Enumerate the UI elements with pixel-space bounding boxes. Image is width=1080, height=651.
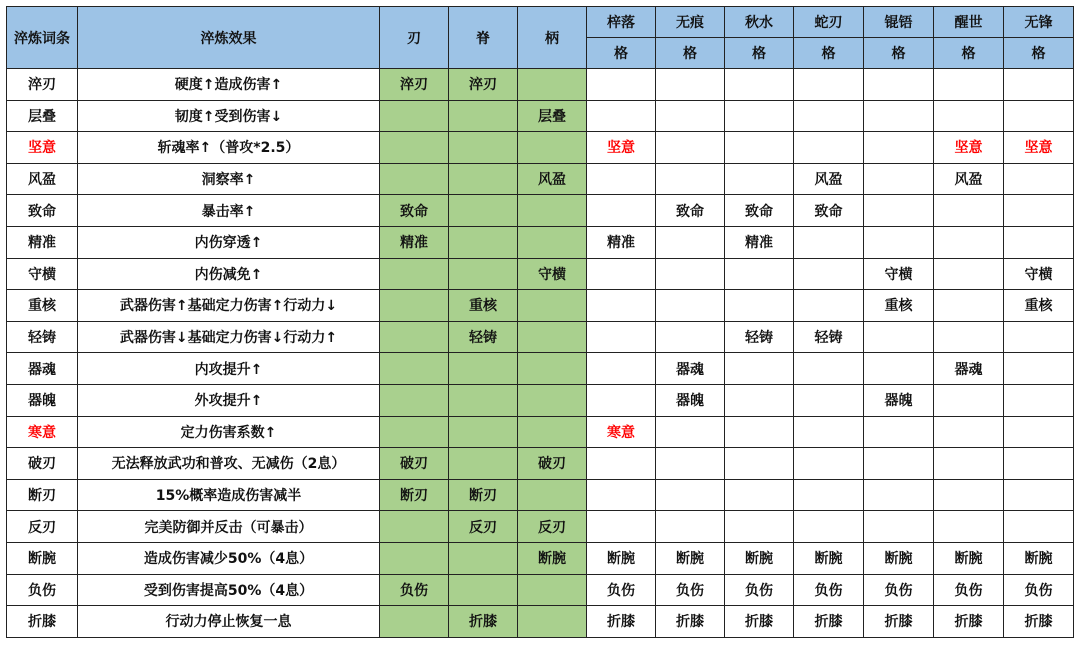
spine-cell: 折膝 [449,606,518,638]
spine-cell [449,384,518,416]
effect-cell: 斩魂率↑（普攻*2.5） [78,132,380,164]
spine-cell [449,226,518,258]
weapon-cell: 器魂 [656,353,725,385]
weapon-cell [725,163,794,195]
weapon-cell: 折膝 [934,606,1004,638]
weapon-cell [725,258,794,290]
table-row [7,448,1074,480]
weapon-cell [864,226,934,258]
effect-cell: 受到伤害提高50%（4息） [78,574,380,606]
table-row [7,606,1074,638]
blade-cell: 致命 [380,195,449,227]
table-row [7,195,1074,227]
table-row [7,574,1074,606]
weapon-cell [587,384,656,416]
weapon-cell [864,448,934,480]
header-weapon-sub: 格 [587,38,656,69]
weapon-cell: 负伤 [934,574,1004,606]
weapon-cell: 守横 [1004,258,1074,290]
spine-cell [449,448,518,480]
weapon-cell [587,163,656,195]
table-row [7,353,1074,385]
weapon-cell: 负伤 [1004,574,1074,606]
weapon-cell [1004,163,1074,195]
spine-cell: 断刃 [449,479,518,511]
weapon-cell [1004,226,1074,258]
header-weapon-sub: 格 [864,38,934,69]
weapon-cell [587,100,656,132]
weapon-cell: 器魄 [656,384,725,416]
table-row [7,258,1074,290]
tempering-table-container [6,6,1074,638]
blade-cell [380,258,449,290]
weapon-cell [725,290,794,322]
entry-name-cell: 淬刃 [7,69,78,101]
weapon-cell [656,258,725,290]
weapon-cell [1004,479,1074,511]
blade-cell: 淬刃 [380,69,449,101]
weapon-cell [864,479,934,511]
weapon-cell: 负伤 [656,574,725,606]
table-row [7,416,1074,448]
effect-cell: 硬度↑造成伤害↑ [78,69,380,101]
spine-cell [449,416,518,448]
hilt-cell [518,384,587,416]
hilt-cell [518,195,587,227]
entry-name-cell: 精准 [7,226,78,258]
weapon-cell: 守横 [864,258,934,290]
hilt-cell [518,353,587,385]
weapon-cell [794,226,864,258]
entry-name-cell: 器魄 [7,384,78,416]
weapon-cell [794,448,864,480]
header-weapon: 无锋 [1004,7,1074,38]
weapon-cell [587,195,656,227]
weapon-cell [794,384,864,416]
weapon-cell [794,511,864,543]
header-weapon-sub: 格 [725,38,794,69]
weapon-cell [656,100,725,132]
weapon-cell [1004,416,1074,448]
header-weapon: 梓落 [587,7,656,38]
table-row [7,226,1074,258]
weapon-cell: 器魄 [864,384,934,416]
header-blade: 刃 [380,7,449,69]
blade-cell: 断刃 [380,479,449,511]
table-row [7,163,1074,195]
weapon-cell: 折膝 [1004,606,1074,638]
weapon-cell: 折膝 [794,606,864,638]
weapon-cell [725,384,794,416]
header-weapon-sub: 格 [794,38,864,69]
weapon-cell [656,448,725,480]
weapon-cell: 精准 [725,226,794,258]
weapon-cell: 负伤 [794,574,864,606]
entry-name-cell: 重核 [7,290,78,322]
header-weapon-sub: 格 [656,38,725,69]
hilt-cell [518,132,587,164]
weapon-cell: 风盈 [794,163,864,195]
weapon-cell: 重核 [864,290,934,322]
header-hilt: 柄 [518,7,587,69]
blade-cell [380,163,449,195]
table-row [7,542,1074,574]
hilt-cell [518,574,587,606]
weapon-cell [864,353,934,385]
table-body [7,69,1074,638]
weapon-cell [934,290,1004,322]
header-weapon: 无痕 [656,7,725,38]
weapon-cell: 致命 [656,195,725,227]
entry-name-cell: 破刃 [7,448,78,480]
entry-name-cell: 反刃 [7,511,78,543]
weapon-cell [725,69,794,101]
weapon-cell: 断腕 [864,542,934,574]
weapon-cell: 坚意 [1004,132,1074,164]
weapon-cell: 负伤 [725,574,794,606]
weapon-cell [587,321,656,353]
spine-cell [449,574,518,606]
blade-cell: 负伤 [380,574,449,606]
weapon-cell [864,321,934,353]
table-row [7,290,1074,322]
table-row [7,511,1074,543]
hilt-cell [518,606,587,638]
header-weapon: 秋水 [725,7,794,38]
blade-cell [380,542,449,574]
hilt-cell: 守横 [518,258,587,290]
weapon-cell [587,290,656,322]
hilt-cell: 破刃 [518,448,587,480]
weapon-cell [934,321,1004,353]
table-header [7,7,1074,69]
blade-cell [380,384,449,416]
weapon-cell [934,511,1004,543]
hilt-cell: 断腕 [518,542,587,574]
weapon-cell: 断腕 [725,542,794,574]
weapon-cell: 折膝 [587,606,656,638]
weapon-cell [656,132,725,164]
entry-name-cell: 折膝 [7,606,78,638]
weapon-cell [1004,69,1074,101]
weapon-cell: 负伤 [587,574,656,606]
weapon-cell: 轻铸 [725,321,794,353]
entry-name-cell: 守横 [7,258,78,290]
weapon-cell: 致命 [794,195,864,227]
blade-cell [380,132,449,164]
table-row [7,132,1074,164]
spine-cell: 轻铸 [449,321,518,353]
weapon-cell [864,163,934,195]
weapon-cell [656,416,725,448]
effect-cell: 完美防御并反击（可暴击） [78,511,380,543]
header-entry: 淬炼词条 [7,7,78,69]
hilt-cell [518,69,587,101]
weapon-cell [1004,448,1074,480]
effect-cell: 韧度↑受到伤害↓ [78,100,380,132]
weapon-cell [1004,353,1074,385]
hilt-cell [518,479,587,511]
entry-name-cell: 断刃 [7,479,78,511]
weapon-cell [794,290,864,322]
weapon-cell [864,416,934,448]
weapon-cell [656,321,725,353]
weapon-cell [587,69,656,101]
hilt-cell [518,416,587,448]
weapon-cell: 坚意 [587,132,656,164]
weapon-cell [934,448,1004,480]
weapon-cell [725,479,794,511]
hilt-cell [518,290,587,322]
weapon-cell: 断腕 [587,542,656,574]
weapon-cell [794,69,864,101]
entry-name-cell: 层叠 [7,100,78,132]
blade-cell [380,290,449,322]
entry-name-cell: 断腕 [7,542,78,574]
effect-cell: 无法释放武功和普攻、无减伤（2息） [78,448,380,480]
weapon-cell [725,448,794,480]
weapon-cell [934,258,1004,290]
weapon-cell [1004,195,1074,227]
header-row-1 [7,7,1074,38]
effect-cell: 洞察率↑ [78,163,380,195]
hilt-cell: 风盈 [518,163,587,195]
blade-cell [380,511,449,543]
weapon-cell [794,416,864,448]
spine-cell: 反刃 [449,511,518,543]
blade-cell: 精准 [380,226,449,258]
entry-name-cell: 风盈 [7,163,78,195]
weapon-cell [794,353,864,385]
spine-cell [449,132,518,164]
weapon-cell [1004,100,1074,132]
effect-cell: 内伤减免↑ [78,258,380,290]
weapon-cell [1004,384,1074,416]
weapon-cell: 折膝 [656,606,725,638]
weapon-cell: 负伤 [864,574,934,606]
weapon-cell: 坚意 [934,132,1004,164]
weapon-cell [934,195,1004,227]
blade-cell [380,416,449,448]
blade-cell [380,100,449,132]
weapon-cell [725,511,794,543]
weapon-cell [587,448,656,480]
weapon-cell: 折膝 [864,606,934,638]
hilt-cell [518,226,587,258]
weapon-cell [1004,511,1074,543]
weapon-cell: 寒意 [587,416,656,448]
effect-cell: 外攻提升↑ [78,384,380,416]
hilt-cell [518,321,587,353]
weapon-cell: 断腕 [656,542,725,574]
header-weapon: 蛇刃 [794,7,864,38]
weapon-cell [794,132,864,164]
effect-cell: 15%概率造成伤害减半 [78,479,380,511]
weapon-cell [864,69,934,101]
spine-cell: 淬刃 [449,69,518,101]
weapon-cell: 重核 [1004,290,1074,322]
spine-cell: 重核 [449,290,518,322]
effect-cell: 行动力停止恢复一息 [78,606,380,638]
header-weapon: 醒世 [934,7,1004,38]
hilt-cell: 层叠 [518,100,587,132]
effect-cell: 定力伤害系数↑ [78,416,380,448]
weapon-cell [934,226,1004,258]
weapon-cell [794,479,864,511]
weapon-cell [934,416,1004,448]
table-row [7,100,1074,132]
weapon-cell: 断腕 [794,542,864,574]
weapon-cell [794,100,864,132]
weapon-cell [725,100,794,132]
weapon-cell [864,511,934,543]
weapon-cell: 断腕 [1004,542,1074,574]
hilt-cell: 反刃 [518,511,587,543]
spine-cell [449,100,518,132]
weapon-cell [656,226,725,258]
weapon-cell [864,195,934,227]
entry-name-cell: 器魂 [7,353,78,385]
effect-cell: 武器伤害↑基础定力伤害↑行动力↓ [78,290,380,322]
table-row [7,479,1074,511]
weapon-cell [656,163,725,195]
entry-name-cell: 轻铸 [7,321,78,353]
weapon-cell [1004,321,1074,353]
entry-name-cell: 寒意 [7,416,78,448]
weapon-cell [934,100,1004,132]
weapon-cell [587,511,656,543]
weapon-cell [864,132,934,164]
weapon-cell: 风盈 [934,163,1004,195]
effect-cell: 武器伤害↓基础定力伤害↓行动力↑ [78,321,380,353]
spine-cell [449,258,518,290]
weapon-cell: 精准 [587,226,656,258]
header-weapon-sub: 格 [934,38,1004,69]
spine-cell [449,353,518,385]
weapon-cell [587,479,656,511]
spine-cell [449,195,518,227]
entry-name-cell: 致命 [7,195,78,227]
weapon-cell [725,132,794,164]
effect-cell: 内伤穿透↑ [78,226,380,258]
entry-name-cell: 坚意 [7,132,78,164]
weapon-cell [587,353,656,385]
effect-cell: 内攻提升↑ [78,353,380,385]
weapon-cell: 折膝 [725,606,794,638]
weapon-cell [587,258,656,290]
header-weapon-sub: 格 [1004,38,1074,69]
weapon-cell [934,479,1004,511]
weapon-cell [794,258,864,290]
weapon-cell: 轻铸 [794,321,864,353]
table-row [7,384,1074,416]
weapon-cell [656,511,725,543]
weapon-cell [725,416,794,448]
effect-cell: 暴击率↑ [78,195,380,227]
blade-cell [380,606,449,638]
spine-cell [449,163,518,195]
weapon-cell [656,69,725,101]
header-weapon: 锟铻 [864,7,934,38]
weapon-cell: 致命 [725,195,794,227]
blade-cell [380,321,449,353]
header-spine: 脊 [449,7,518,69]
effect-cell: 造成伤害减少50%（4息） [78,542,380,574]
entry-name-cell: 负伤 [7,574,78,606]
weapon-cell [934,384,1004,416]
header-effect: 淬炼效果 [78,7,380,69]
table-row [7,321,1074,353]
table-row [7,69,1074,101]
weapon-cell [656,479,725,511]
tempering-table [6,6,1074,638]
weapon-cell: 断腕 [934,542,1004,574]
weapon-cell [934,69,1004,101]
weapon-cell: 器魂 [934,353,1004,385]
weapon-cell [656,290,725,322]
blade-cell [380,353,449,385]
weapon-cell [864,100,934,132]
blade-cell: 破刃 [380,448,449,480]
spine-cell [449,542,518,574]
weapon-cell [725,353,794,385]
